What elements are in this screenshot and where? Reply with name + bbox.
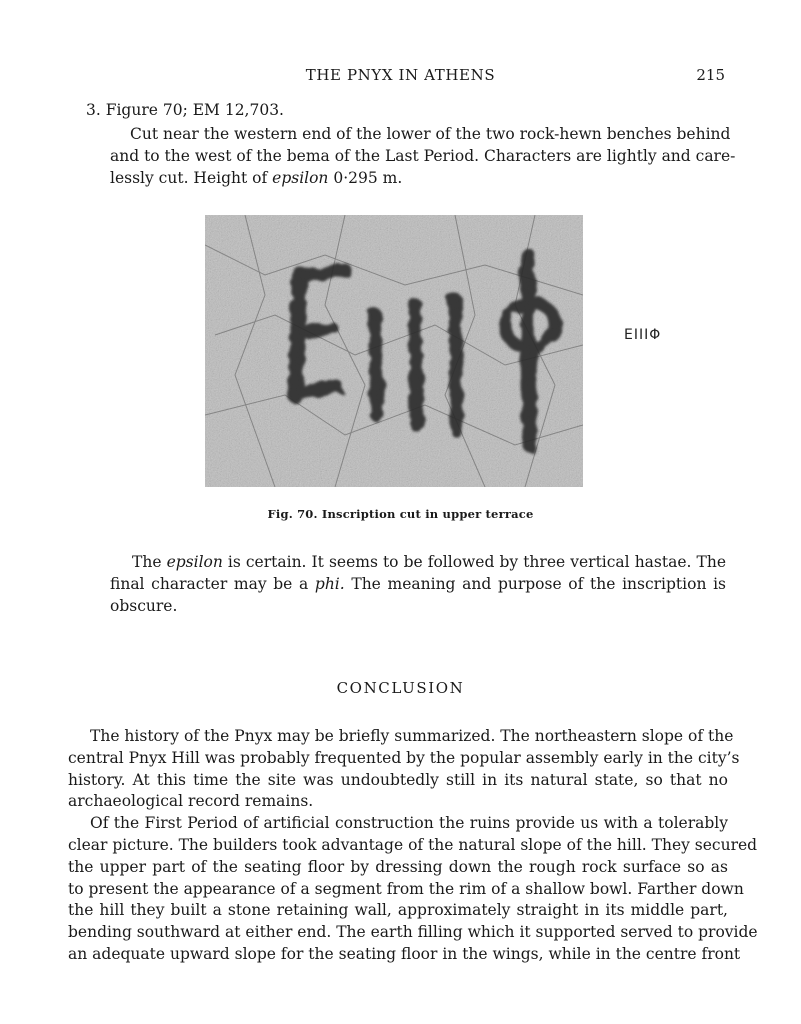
text-line: The epsilon is certain. It seems to be followed by three vertical hastae. The	[132, 553, 726, 571]
text-line: bending southward at either end. The earth filling which it supported served to provide	[68, 923, 758, 942]
running-title: THE PNYX IN ATHENS	[305, 66, 496, 84]
figure-caption: Fig. 70. Inscription cut in upper terrace	[267, 507, 534, 521]
text-line: archaeological record remains.	[68, 792, 314, 811]
commentary-paragraph	[110, 552, 726, 617]
section-title: CONCLUSION	[336, 679, 465, 697]
page-number: 215	[696, 66, 725, 84]
text-line: the hill they built a stone retaining wall, approximately straight in its middle part,	[68, 901, 728, 920]
text-line: to present the appearance of a segment from the rim of a shallow bowl. Farther down	[68, 879, 744, 898]
text-line: history. At this time the site was undoubtedly still in its natural state, so that no	[68, 770, 728, 789]
text-line: The history of the Pnyx may be briefly summarized. The northeastern slope of the	[90, 727, 734, 745]
text-line: an adequate upward slope for the seating floor in the wings, while in the centre front	[68, 944, 741, 963]
text-line: central Pnyx Hill was probably frequented by the popular assembly early in the city’s	[68, 748, 740, 767]
text-line: clear picture. The builders took advantage of the natural slope of the hill. They secured	[68, 835, 758, 854]
text-line: final character may be a phi. The meaning and purpose of the inscription is	[110, 574, 727, 593]
catalogue-entry-heading: 3. Figure 70; EM 12,703.	[86, 101, 284, 119]
text-line: Cut near the western end of the lower of the two rock-hewn benches behind	[130, 125, 731, 143]
text-line: and to the west of the bema of the Last Period. Characters are lightly and care-	[110, 146, 736, 165]
text-line: Of the First Period of artificial construction the ruins provide us with a tolerably	[90, 814, 728, 833]
text-line: obscure.	[110, 596, 178, 615]
conclusion-text	[68, 726, 758, 966]
text-line: the upper part of the seating floor by dressing down the rough rock surface so as	[68, 857, 728, 876]
catalogue-entry-description	[110, 124, 736, 189]
text-line: lessly cut. Height of epsilon 0·295 m.	[110, 168, 403, 187]
inscription-transcription: EIIIΦ	[624, 327, 662, 343]
inscription-photograph	[205, 215, 583, 487]
